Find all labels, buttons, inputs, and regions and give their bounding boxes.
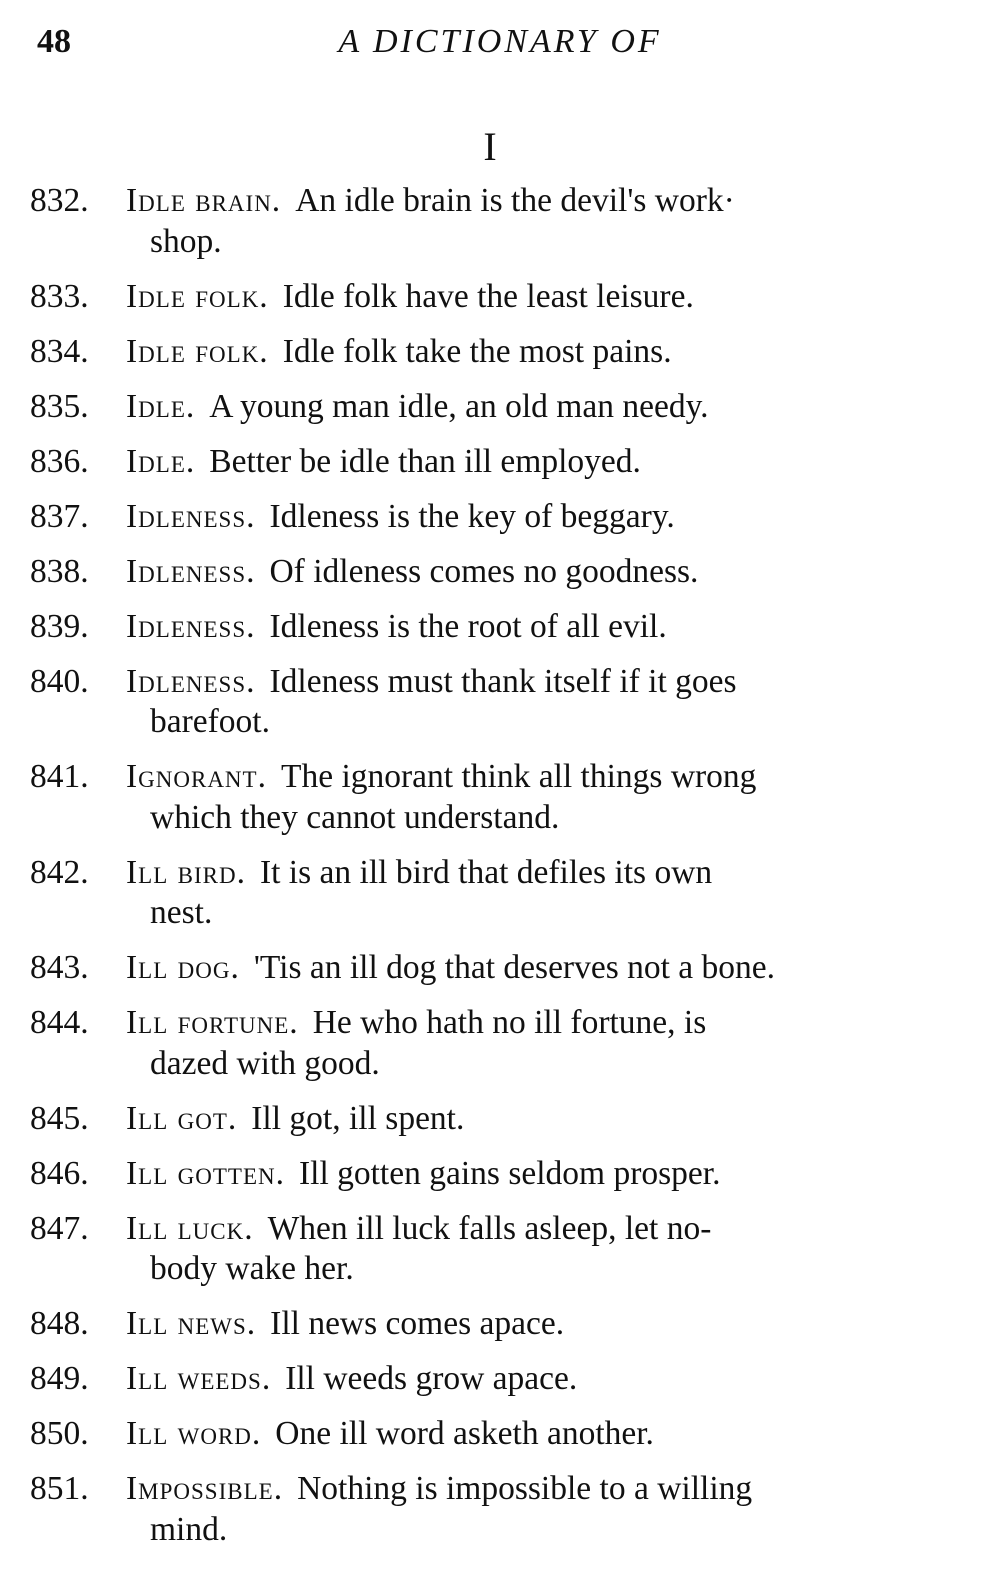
list-item bbox=[30, 181, 960, 262]
entry-headword: Ill got. bbox=[126, 1099, 238, 1137]
entry-text-continued: shop. bbox=[150, 222, 222, 260]
entry-headword: Ill bird. bbox=[126, 853, 246, 891]
entry-number: 845. bbox=[30, 1099, 89, 1137]
entry-number: 834. bbox=[30, 332, 89, 370]
list-item bbox=[30, 1469, 960, 1550]
entry-number: 837. bbox=[30, 497, 89, 535]
entry-headword: Idle brain. bbox=[126, 182, 282, 219]
entry-number: 832. bbox=[30, 182, 89, 219]
entry-number: 850. bbox=[30, 1415, 89, 1452]
list-item bbox=[30, 497, 960, 538]
list-item bbox=[30, 1154, 960, 1195]
entry-number: 836. bbox=[30, 442, 89, 480]
entry-number: 833. bbox=[30, 277, 89, 315]
list-item bbox=[30, 442, 960, 483]
entry-headword: Idle folk. bbox=[126, 277, 269, 315]
entry-text-continued: dazed with good. bbox=[150, 1044, 380, 1082]
entry-number: 843. bbox=[30, 949, 89, 986]
section-letter: I bbox=[483, 124, 497, 169]
entry-text: An idle brain is the devil's work· bbox=[295, 182, 735, 219]
entry-number: 844. bbox=[30, 1004, 89, 1041]
entry-text: Nothing is impossible to a willing bbox=[297, 1470, 753, 1507]
running-head: A DICTIONARY OF bbox=[338, 23, 662, 60]
page-number: 48 bbox=[37, 23, 71, 60]
list-item bbox=[30, 948, 960, 989]
entry-headword: Ill dog. bbox=[126, 949, 240, 986]
entry-number: 839. bbox=[30, 607, 89, 645]
entry-number: 847. bbox=[30, 1209, 89, 1247]
list-item bbox=[30, 332, 960, 373]
entry-number: 835. bbox=[30, 387, 89, 425]
entry-text: A young man idle, an old man needy. bbox=[209, 387, 709, 425]
list-item bbox=[30, 1414, 960, 1455]
entry-headword: Idle. bbox=[126, 442, 196, 480]
entry-headword: Idle. bbox=[126, 387, 196, 425]
proverb-list bbox=[30, 181, 960, 1565]
entry-text: Ill news comes apace. bbox=[270, 1305, 565, 1342]
entry-headword: Ill gotten. bbox=[126, 1154, 285, 1192]
entry-text: Idleness is the root of all evil. bbox=[269, 607, 667, 645]
entry-text: When ill luck falls asleep, let no- bbox=[267, 1209, 712, 1247]
list-item bbox=[30, 552, 960, 593]
list-item bbox=[30, 1359, 960, 1400]
entry-text: Of idleness comes no goodness. bbox=[269, 552, 699, 590]
entry-headword: Ill word. bbox=[126, 1415, 262, 1452]
entry-text: 'Tis an ill dog that deserves not a bone. bbox=[253, 949, 776, 986]
entry-headword: Idleness. bbox=[126, 607, 256, 645]
entry-text: Idle folk take the most pains. bbox=[282, 332, 672, 370]
entry-number: 840. bbox=[30, 662, 89, 700]
list-item bbox=[30, 757, 960, 838]
entry-headword: Idleness. bbox=[126, 662, 256, 700]
entry-number: 851. bbox=[30, 1470, 89, 1507]
entry-text-continued: which they cannot understand. bbox=[150, 798, 560, 836]
entry-headword: Ignorant. bbox=[126, 758, 267, 795]
list-item bbox=[30, 1304, 960, 1345]
entry-headword: Idleness. bbox=[126, 497, 256, 535]
entry-text: Ill weeds grow apace. bbox=[285, 1360, 578, 1397]
entry-headword: Ill luck. bbox=[126, 1209, 254, 1247]
list-item bbox=[30, 277, 960, 318]
entry-text: The ignorant think all things wrong bbox=[280, 758, 757, 795]
entry-text: Idleness must thank itself if it goes bbox=[269, 662, 737, 700]
entry-text: He who hath no ill fortune, is bbox=[312, 1004, 707, 1041]
entry-text: Ill got, ill spent. bbox=[251, 1099, 465, 1137]
entry-number: 838. bbox=[30, 552, 89, 590]
entry-number: 842. bbox=[30, 853, 89, 891]
entry-number: 841. bbox=[30, 758, 89, 795]
entry-text: Idle folk have the least leisure. bbox=[282, 277, 694, 315]
entry-text: It is an ill bird that defiles its own bbox=[259, 853, 713, 891]
entry-headword: Ill fortune. bbox=[126, 1004, 299, 1041]
entry-number: 848. bbox=[30, 1305, 89, 1342]
entry-headword: Ill news. bbox=[126, 1305, 257, 1342]
list-item bbox=[30, 1209, 960, 1290]
entry-text: Ill gotten gains seldom prosper. bbox=[298, 1154, 721, 1192]
entry-text-continued: body wake her. bbox=[150, 1250, 354, 1287]
entry-text-continued: nest. bbox=[150, 894, 213, 931]
entry-headword: Impossible. bbox=[126, 1470, 284, 1507]
entry-text-continued: barefoot. bbox=[150, 703, 270, 740]
list-item bbox=[30, 1099, 960, 1140]
list-item bbox=[30, 662, 960, 743]
list-item bbox=[30, 607, 960, 648]
entry-text-continued: mind. bbox=[150, 1510, 228, 1548]
entry-text: Idleness is the key of beggary. bbox=[269, 497, 675, 535]
entry-headword: Idleness. bbox=[126, 552, 256, 590]
entry-headword: Idle folk. bbox=[126, 332, 269, 370]
entry-number: 846. bbox=[30, 1154, 89, 1192]
entry-headword: Ill weeds. bbox=[126, 1360, 272, 1397]
entry-number: 849. bbox=[30, 1360, 89, 1397]
entry-text: One ill word asketh another. bbox=[275, 1415, 654, 1452]
entry-text: Better be idle than ill employed. bbox=[209, 442, 641, 480]
list-item bbox=[30, 853, 960, 934]
list-item bbox=[30, 387, 960, 428]
list-item bbox=[30, 1003, 960, 1084]
